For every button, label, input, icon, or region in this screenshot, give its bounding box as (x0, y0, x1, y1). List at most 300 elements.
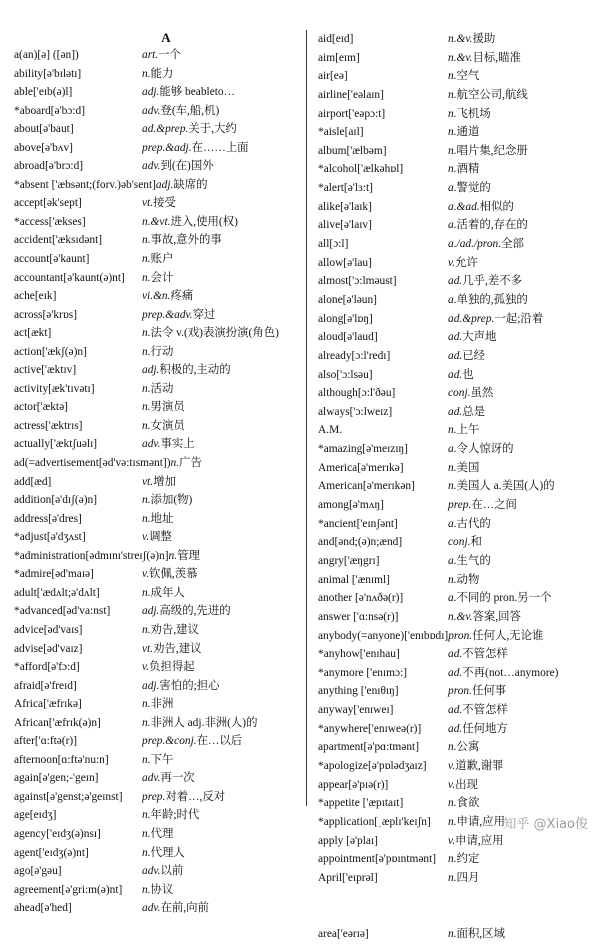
word-entry (14, 83, 298, 102)
gloss (142, 714, 298, 733)
word-entry (14, 565, 298, 584)
part-of-speech: n. (142, 586, 151, 599)
gloss (142, 231, 298, 250)
word-entry (318, 235, 588, 254)
headword: about[ə'baut] (14, 123, 74, 136)
part-of-speech: adj. (142, 86, 160, 99)
meaning: 一个 (158, 49, 181, 61)
word-entry (14, 102, 298, 121)
part-of-speech: ad. (448, 648, 463, 661)
word-entry (318, 869, 588, 888)
word-entry (318, 272, 588, 291)
part-of-speech: n. (448, 107, 457, 120)
gloss (142, 157, 298, 176)
meaning: 关于,大约 (188, 123, 237, 136)
headword: *anywhere['enɪweə(r)] (318, 722, 422, 735)
meaning: 法令 v.(戏)表演扮演(角色) (150, 327, 279, 340)
gloss (448, 235, 588, 254)
gloss (142, 695, 298, 714)
gloss (448, 776, 588, 795)
meaning: 也 (462, 368, 474, 381)
headword: alone[ə'ləun] (318, 293, 377, 306)
meaning: 答案,回答 (472, 610, 521, 623)
gloss (448, 738, 588, 757)
gloss (448, 925, 588, 944)
word-entry (318, 123, 588, 142)
part-of-speech: n.&v. (448, 51, 473, 64)
gloss (142, 751, 298, 770)
meaning: 穿过 (192, 308, 216, 321)
part-of-speech: n. (168, 549, 178, 562)
part-of-speech: adv. (142, 104, 161, 117)
meaning: 不管怎样 (462, 704, 508, 717)
headword: afternoon[ɑ:ftə'nu:n] (14, 753, 109, 766)
word-entry (14, 473, 298, 492)
word-entry (14, 732, 298, 751)
part-of-speech: n. (142, 753, 151, 766)
headword: ago[ə'gəu] (14, 865, 62, 878)
word-entry (14, 769, 298, 788)
word-entry (318, 30, 588, 49)
word-entry (14, 361, 298, 380)
word-entry (318, 421, 588, 440)
word-entry (14, 454, 298, 473)
part-of-speech: conj. (448, 387, 471, 400)
part-of-speech: n. (142, 827, 151, 840)
part-of-speech: adj. (142, 364, 160, 377)
headword: answer ['ɑ:nsə(r)] (318, 610, 399, 623)
word-entry (318, 533, 588, 552)
headword: *access['ækses] (14, 215, 86, 228)
gloss (448, 869, 588, 888)
word-entry (318, 160, 588, 179)
meaning: 事实上 (160, 438, 195, 451)
word-entry (14, 269, 298, 288)
meaning: 负担得起 (149, 661, 195, 674)
part-of-speech: vt. (142, 197, 154, 210)
gloss (142, 380, 298, 399)
part-of-speech: adv. (142, 772, 161, 785)
meaning: 非洲人 adj.非洲(人)的 (150, 716, 258, 729)
meaning: 四月 (456, 871, 480, 884)
headword: among[ə'mʌŋ] (318, 499, 384, 512)
word-entry (14, 46, 298, 65)
watermark-text: 知乎 @Xiao俊 (503, 817, 588, 832)
gloss (448, 608, 588, 627)
word-entry (14, 881, 298, 900)
gloss (142, 806, 298, 825)
meaning: 约定 (456, 853, 480, 866)
gloss (448, 701, 588, 720)
headword: accept[ək'sept] (14, 197, 82, 210)
meaning: 道歉,谢罪 (455, 759, 504, 772)
headword: action['ækʃ(ə)n] (14, 345, 87, 358)
part-of-speech: n. (448, 928, 457, 941)
gloss (142, 844, 298, 863)
gloss (448, 515, 588, 534)
gloss (448, 459, 588, 478)
word-entry (318, 179, 588, 198)
gloss (448, 533, 588, 552)
gloss (448, 105, 588, 124)
part-of-speech: ad. (448, 666, 463, 679)
meaning: 上午 (456, 424, 480, 437)
word-entry (318, 682, 588, 701)
word-entry (14, 658, 298, 677)
meaning: 虽然 (470, 387, 494, 400)
word-entry (318, 832, 588, 851)
part-of-speech: ad. (448, 331, 463, 344)
part-of-speech: prep.&conj. (142, 735, 197, 748)
headword: age[eɪdʒ] (14, 809, 57, 822)
meaning: 在…之间 (471, 499, 517, 512)
meaning: 增加 (153, 475, 176, 488)
word-entry (14, 677, 298, 696)
meaning: 单独的,孤独的 (456, 293, 528, 306)
word-entry (318, 794, 588, 813)
meaning: 食欲 (456, 797, 480, 810)
word-entry (14, 176, 298, 195)
gloss (448, 571, 588, 590)
meaning: 调整 (149, 531, 172, 544)
word-entry (318, 776, 588, 795)
word-entry (14, 380, 298, 399)
part-of-speech: adj. (155, 178, 174, 191)
meaning: 唱片集,纪念册 (456, 144, 528, 157)
word-entry (14, 640, 298, 659)
gloss (142, 120, 298, 139)
headword: album['ælbəm] (318, 144, 387, 157)
part-of-speech: n.&vt. (142, 215, 171, 228)
part-of-speech: n. (142, 271, 151, 284)
meaning: 接受 (153, 197, 176, 210)
part-of-speech: n. (448, 126, 457, 139)
headword: *anymore ['enɪmɔ:] (318, 666, 408, 679)
headword: already[ɔ:l'redɪ] (318, 349, 391, 362)
part-of-speech: n. (142, 253, 151, 266)
word-entry (318, 254, 588, 273)
word-entry (14, 510, 298, 529)
headword: air[eə] (318, 70, 348, 83)
gloss (448, 366, 588, 385)
word-entry (318, 701, 588, 720)
part-of-speech: n. (448, 573, 457, 586)
headword: *ancient['eɪnʃənt] (318, 517, 398, 530)
meaning: 女演员 (150, 419, 185, 432)
headword: act[ækt] (14, 327, 52, 340)
gloss (142, 510, 298, 529)
section-letter: A (161, 30, 171, 45)
part-of-speech: adv. (142, 160, 161, 173)
meaning: 年龄;时代 (150, 809, 200, 822)
word-entry (318, 403, 588, 422)
word-entry (318, 440, 588, 459)
gloss (171, 454, 299, 473)
headword: ahead[ə'hed] (14, 902, 72, 915)
meaning: 允许 (455, 256, 478, 269)
meaning: 对着…,反对 (165, 790, 226, 803)
meaning: 劝告,建议 (153, 642, 202, 655)
gloss (142, 732, 298, 751)
part-of-speech: ad. (448, 368, 463, 381)
gloss (448, 254, 588, 273)
gloss (448, 67, 588, 86)
meaning: 美国人 a.美国(人)的 (456, 480, 555, 493)
word-entry (14, 825, 298, 844)
word-entry (14, 491, 298, 510)
headword: and[ənd;(ə)n;ænd] (318, 536, 403, 549)
headword: actor['æktə] (14, 401, 68, 414)
word-entry (318, 477, 588, 496)
part-of-speech: a. (448, 293, 457, 306)
word-entry (318, 757, 588, 776)
meaning: 再一次 (160, 772, 195, 785)
gloss (448, 179, 588, 198)
headword: appointment[ə'pɒɪntmənt] (318, 853, 437, 866)
gloss (448, 496, 588, 515)
gloss (142, 862, 298, 881)
word-entry (14, 806, 298, 825)
gloss (448, 477, 588, 496)
headword: addition[ə'dɪʃ(ə)n] (14, 494, 98, 507)
headword: animal ['ænɪml] (318, 573, 390, 586)
part-of-speech: n. (142, 623, 151, 636)
gloss (142, 213, 298, 232)
headword: anybody(=anyone)['enɪbɒdɪ] (318, 629, 449, 642)
headword: ability[ə'bɪlətɪ] (14, 67, 82, 80)
word-entry (318, 720, 588, 739)
word-entry (14, 250, 298, 269)
word-entry (318, 627, 588, 646)
meaning: 在……上面 (191, 141, 249, 154)
headword: adult['ædʌlt;ə'dʌlt] (14, 586, 100, 599)
part-of-speech: pron. (448, 685, 472, 698)
meaning: 在…以后 (196, 735, 243, 748)
meaning: 生气的 (456, 554, 491, 567)
part-of-speech: prep.&adv. (142, 308, 193, 321)
headword: *afford[ə'fɔ:d] (14, 661, 80, 674)
part-of-speech: v. (448, 778, 456, 791)
headword: again[ə'gen;-'geɪn] (14, 772, 99, 785)
part-of-speech: a./ad./pron. (448, 238, 502, 251)
meaning: 警觉的 (456, 182, 491, 195)
meaning: 美国 (456, 461, 480, 474)
word-entry (14, 139, 298, 158)
meaning: 缺席的 (173, 178, 208, 191)
gloss (142, 658, 298, 677)
word-entry (318, 142, 588, 161)
headword: April['eɪprəl] (318, 871, 378, 884)
gloss (448, 757, 588, 776)
part-of-speech: n. (170, 457, 180, 470)
word-entry (318, 496, 588, 515)
part-of-speech: n. (448, 88, 457, 101)
word-entry (14, 194, 298, 213)
headword: agency['eɪdʒ(ə)nsɪ] (14, 827, 101, 840)
headword: activity[æk'tɪvətɪ] (14, 382, 95, 395)
part-of-speech: n. (448, 741, 457, 754)
word-entry (14, 528, 298, 547)
gloss (142, 287, 298, 306)
headword: accountant[ə'kaunt(ə)nt] (14, 271, 125, 284)
gloss (142, 269, 298, 288)
meaning: 航空公司,航线 (456, 88, 528, 101)
meaning: 和 (470, 536, 482, 549)
gloss (142, 194, 298, 213)
word-entry (14, 343, 298, 362)
part-of-speech: a.&ad. (448, 200, 480, 213)
meaning: 积极的,主动的 (159, 364, 231, 377)
meaning: 飞机场 (456, 107, 491, 120)
meaning: 管理 (177, 549, 200, 562)
meaning: 动物 (456, 573, 480, 586)
meaning: 成年人 (150, 586, 185, 599)
gloss (142, 65, 298, 84)
part-of-speech: n. (448, 815, 457, 828)
part-of-speech: adj. (142, 605, 160, 618)
word-entry (14, 714, 298, 733)
headword: *adjust[ə'dʒʌst] (14, 531, 86, 544)
gloss (448, 645, 588, 664)
word-entry (14, 844, 298, 863)
meaning: 行动 (150, 345, 174, 358)
gloss (142, 825, 298, 844)
headword: accident['æksɪdənt] (14, 234, 103, 247)
word-entry (318, 850, 588, 869)
gloss (156, 176, 298, 195)
headword: address[ə'dres] (14, 512, 82, 525)
part-of-speech: vt. (142, 475, 154, 488)
word-entry (318, 198, 588, 217)
headword: allow[ə'lau] (318, 256, 372, 269)
part-of-speech: n. (448, 853, 457, 866)
part-of-speech: n. (448, 163, 457, 176)
gloss (448, 49, 588, 68)
word-entry (318, 67, 588, 86)
gloss (142, 621, 298, 640)
meaning: 出现 (455, 778, 478, 791)
gloss (142, 881, 298, 900)
headword: airline['eəlaɪn] (318, 88, 384, 101)
part-of-speech: n. (142, 809, 151, 822)
gloss (142, 677, 298, 696)
headword: add[æd] (14, 475, 52, 488)
part-of-speech: a. (448, 554, 457, 567)
meaning: 能够 beableto… (159, 86, 236, 99)
gloss (448, 310, 588, 329)
meaning: 会计 (150, 271, 174, 284)
headword: *absent ['æbsənt;(forv.)əb'sent] (14, 178, 156, 191)
word-entry (14, 65, 298, 84)
part-of-speech: a. (448, 182, 457, 195)
word-entry (318, 589, 588, 608)
part-of-speech: n. (142, 883, 151, 896)
headword: America[ə'merɪkə] (318, 461, 404, 474)
word-entry (318, 310, 588, 329)
word-entry (318, 515, 588, 534)
headword: actually['æktʃuəlɪ] (14, 438, 98, 451)
meaning: 到(在)国外 (160, 160, 214, 173)
meaning: 代理人 (150, 846, 185, 859)
meaning: 申请,应用 (455, 834, 504, 847)
headword: *apologize[ə'pɒlədʒaɪz] (318, 759, 427, 772)
headword: along[ə'lɒŋ] (318, 312, 373, 325)
headword: apartment[ə'pɑ:tmənt] (318, 741, 419, 754)
part-of-speech: n.&v. (448, 33, 473, 45)
headword: abroad[ə'brɔ:d] (14, 160, 84, 173)
headword: *alert[ə'lɜ:t] (318, 182, 373, 195)
part-of-speech: adj. (142, 679, 160, 692)
headword: agent['eɪdʒ(ə)nt] (14, 846, 89, 859)
meaning: 目标,瞄准 (472, 51, 521, 64)
headword: after['ɑ:ftə(r)] (14, 735, 78, 748)
word-entry (318, 216, 588, 235)
part-of-speech: n. (142, 494, 151, 507)
headword: another [ə'nʌðə(r)] (318, 592, 404, 605)
word-entry (318, 459, 588, 478)
headword: *admire[əd'maɪə] (14, 568, 94, 581)
part-of-speech: v. (142, 531, 150, 544)
gloss (448, 291, 588, 310)
meaning: 疼痛 (170, 290, 194, 303)
word-entry (318, 86, 588, 105)
meaning: 添加(物) (150, 494, 193, 507)
part-of-speech: n. (448, 871, 457, 884)
headword: advice[əd'vaɪs] (14, 623, 83, 636)
gloss (448, 720, 588, 739)
word-entry (14, 417, 298, 436)
meaning: 总是 (462, 405, 486, 418)
gloss (448, 328, 588, 347)
headword: *application[ˌæplɪ'keɪʃn] (318, 815, 431, 828)
headword: against[ə'genst;ə'geɪnst] (14, 790, 123, 803)
word-entry (318, 571, 588, 590)
gloss (448, 160, 588, 179)
word-entry (14, 621, 298, 640)
gloss (142, 565, 298, 584)
meaning: 事故,意外的事 (150, 234, 222, 247)
gloss (142, 139, 298, 158)
word-entry (14, 695, 298, 714)
part-of-speech: ad. (448, 704, 463, 717)
word-entry (318, 552, 588, 571)
gloss (169, 547, 298, 566)
word-entry (318, 384, 588, 403)
meaning: 令人惊讶的 (456, 443, 514, 456)
headword: across[ə'krɒs] (14, 308, 78, 321)
part-of-speech: v. (448, 759, 456, 772)
meaning: 代理 (150, 827, 174, 840)
meaning: 空气 (456, 70, 480, 83)
gloss (142, 584, 298, 603)
right-entry-list (318, 30, 588, 887)
part-of-speech: ad. (448, 349, 463, 362)
gloss (142, 324, 298, 343)
part-of-speech: n. (142, 345, 151, 358)
part-of-speech: a. (448, 443, 457, 456)
gloss (448, 216, 588, 235)
gloss (448, 850, 588, 869)
part-of-speech: n. (142, 327, 151, 340)
gloss (448, 86, 588, 105)
part-of-speech: adv. (142, 865, 161, 878)
gloss (142, 528, 298, 547)
part-of-speech: n. (142, 512, 151, 525)
gloss (448, 794, 588, 813)
meaning: 进入,使用(权) (170, 215, 238, 228)
word-entry (318, 925, 588, 944)
gloss (142, 343, 298, 362)
